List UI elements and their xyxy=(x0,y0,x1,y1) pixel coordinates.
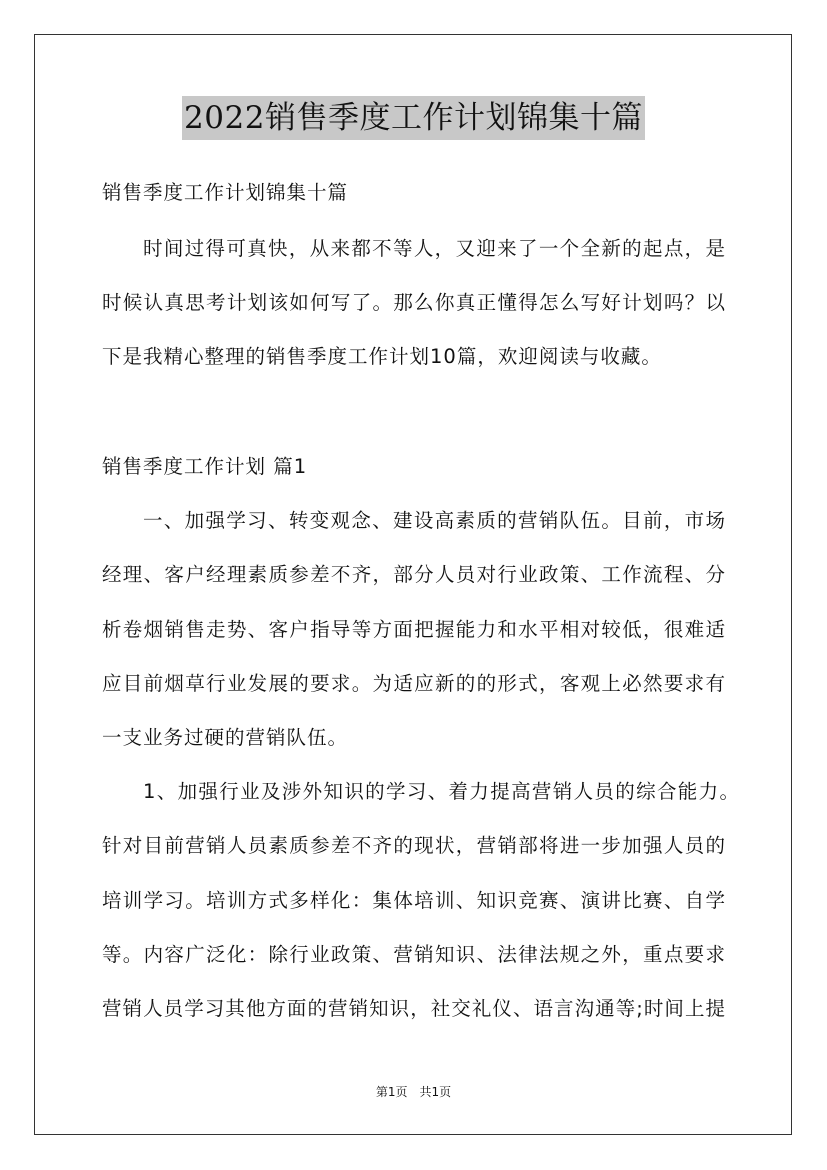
paragraph-line: 一、加强学习、转变观念、建设高素质的营销队伍。目前，市场 xyxy=(143,509,726,532)
paragraph-line: 下是我精心整理的销售季度工作计划10篇，欢迎阅读与收藏。 xyxy=(102,345,662,368)
paragraph-line: 一支业务过硬的营销队伍。 xyxy=(102,726,349,749)
section-heading: 销售季度工作计划 篇1 xyxy=(102,455,308,478)
paragraph-line: 时候认真思考计划该如何写了。那么你真正懂得怎么写好计划吗？以 xyxy=(102,291,726,314)
paragraph-line: 时间过得可真快，从来都不等人，又迎来了一个全新的起点，是 xyxy=(143,237,726,260)
paragraph-line: 析卷烟销售走势、客户指导等方面把握能力和水平相对较低，很难适 xyxy=(102,618,726,641)
paragraph-line: 1、加强行业及涉外知识的学习、着力提高营销人员的综合能力。 xyxy=(143,780,740,803)
subtitle-line: 销售季度工作计划锦集十篇 xyxy=(102,181,349,204)
paragraph-line: 等。内容广泛化：除行业政策、营销知识、法律法规之外，重点要求 xyxy=(102,943,726,966)
document-title: 2022销售季度工作计划锦集十篇 xyxy=(182,96,645,140)
paragraph-line: 应目前烟草行业发展的要求。为适应新的的形式，客观上必然要求有 xyxy=(102,672,726,695)
paragraph-line: 针对目前营销人员素质参差不齐的现状，营销部将进一步加强人员的 xyxy=(102,834,726,857)
paragraph-line: 培训学习。培训方式多样化：集体培训、知识竞赛、演讲比赛、自学 xyxy=(102,889,726,912)
paragraph-line: 经理、客户经理素质参差不齐，部分人员对行业政策、工作流程、分 xyxy=(102,563,726,586)
paragraph-line: 营销人员学习其他方面的营销知识，社交礼仪、语言沟通等;时间上提 xyxy=(102,997,726,1020)
page-footer: 第1页 共1页 xyxy=(375,1085,452,1099)
title-container xyxy=(0,96,827,140)
